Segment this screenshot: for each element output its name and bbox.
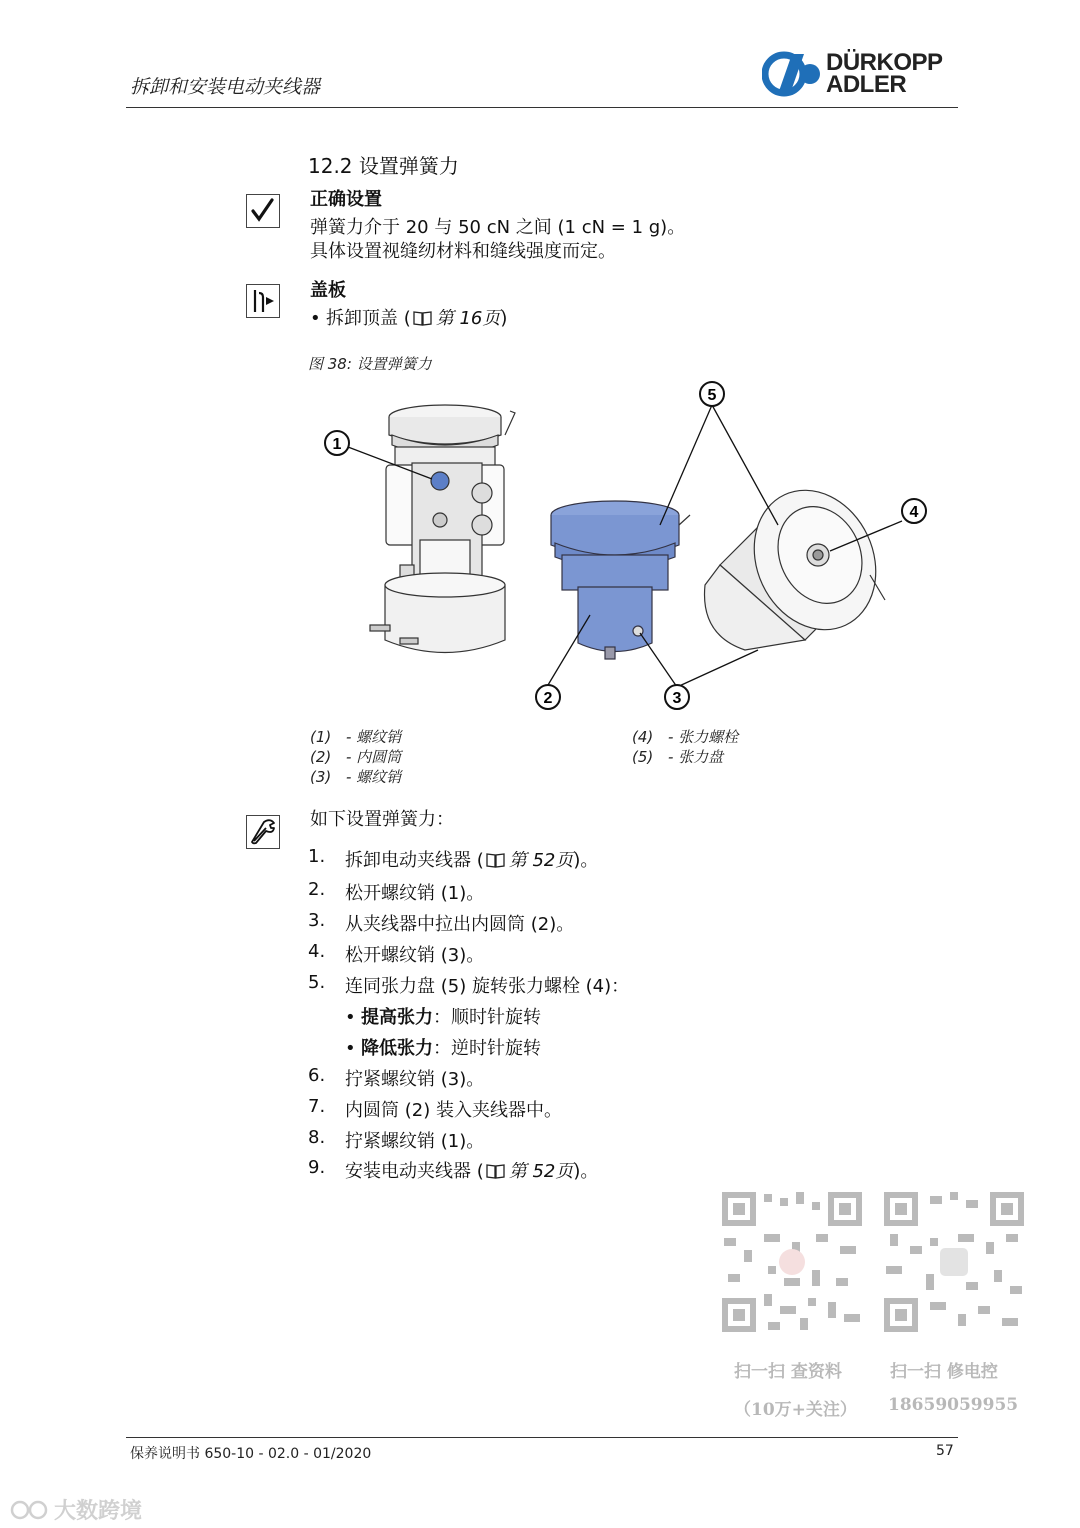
page-number: 57 bbox=[936, 1443, 954, 1459]
legend-item: (4) - 张力螺栓 bbox=[632, 728, 739, 746]
logo-line1: DÜRKOPP bbox=[826, 49, 943, 76]
step-1-page-ref[interactable]: 第 52页 bbox=[508, 850, 574, 871]
correct-setting-heading: 正确设置 bbox=[310, 189, 382, 210]
callout-label-4: 4 bbox=[909, 504, 919, 521]
callout-label-2: 2 bbox=[543, 690, 553, 707]
corner-watermark-text: 大数跨境 bbox=[54, 1499, 143, 1524]
figure-caption: 图 38: 设置弹簧力 bbox=[308, 355, 432, 373]
logo-line2: ADLER bbox=[826, 71, 907, 98]
section-title: 12.2 设置弹簧力 bbox=[308, 154, 459, 178]
book-icon bbox=[486, 1163, 505, 1184]
brand-logo bbox=[762, 50, 962, 100]
qr-code-icon bbox=[880, 1188, 1028, 1336]
footer-doc-id: 保养说明书 650-10 - 02.0 - 01/2020 bbox=[130, 1446, 372, 1462]
watermark-qr2-line1: 扫一扫 修电控 bbox=[890, 1362, 998, 1382]
book-icon bbox=[413, 309, 432, 333]
header-title: 拆卸和安装电动夹线器 bbox=[130, 76, 321, 98]
cover-bullet: • 拆卸顶盖 ( 第 16页) bbox=[310, 307, 507, 333]
legend-item: (5) - 张力盘 bbox=[632, 748, 724, 766]
thread-tensioner-figure bbox=[300, 375, 960, 720]
correct-setting-line1: 弹簧力介于 20 与 50 cN 之间 (1 cN = 1 g)。 bbox=[310, 217, 686, 238]
callout-3 bbox=[665, 685, 689, 709]
header-divider bbox=[126, 107, 958, 108]
footer-divider bbox=[126, 1437, 958, 1438]
legend-item: (2) - 内圆筒 bbox=[310, 748, 402, 766]
correct-setting-line2: 具体设置视缝纫材料和缝线强度而定。 bbox=[310, 241, 616, 262]
left-tensioner-assembly bbox=[370, 405, 515, 653]
wrench-icon bbox=[246, 815, 280, 849]
callout-2 bbox=[536, 685, 560, 709]
watermark-qr1-line1: 扫一扫 查资料 bbox=[734, 1362, 842, 1382]
cover-plate-icon bbox=[246, 284, 280, 318]
cover-heading: 盖板 bbox=[310, 280, 346, 301]
watermark-qr2-line2: 18659059955 bbox=[888, 1395, 1019, 1415]
callout-1 bbox=[325, 431, 349, 455]
corner-watermark bbox=[10, 1494, 142, 1527]
callout-5 bbox=[700, 382, 724, 406]
procedure-intro: 如下设置弹簧力： bbox=[310, 809, 454, 830]
callout-4 bbox=[902, 499, 926, 523]
cover-bullet-post: ) bbox=[500, 308, 508, 329]
watermark-qr1-line2: （10万+关注） bbox=[734, 1400, 857, 1420]
duerkopp-adler-logo-icon bbox=[762, 50, 824, 98]
callout-label-5: 5 bbox=[707, 387, 717, 404]
qr-code-icon bbox=[718, 1188, 866, 1336]
sub-bullet-increase: • 提高张力：顺时针旋转 bbox=[345, 1007, 541, 1028]
watermark-logo-icon bbox=[10, 1499, 50, 1527]
middle-inner-cylinder-assembly bbox=[551, 501, 690, 659]
step-9-page-ref[interactable]: 第 52页 bbox=[508, 1161, 574, 1182]
checkmark-icon bbox=[246, 194, 280, 228]
callout-label-1: 1 bbox=[332, 436, 342, 453]
book-icon bbox=[486, 852, 505, 873]
right-tension-bolt-assembly bbox=[705, 470, 898, 650]
sub-bullet-decrease: • 降低张力：逆时针旋转 bbox=[345, 1038, 541, 1059]
legend-right bbox=[632, 727, 738, 767]
legend-item: (3) - 螺纹销 bbox=[310, 768, 402, 786]
legend-left bbox=[310, 727, 401, 787]
callout-label-3: 3 bbox=[672, 690, 682, 707]
cover-page-ref[interactable]: 第 16页 bbox=[435, 308, 501, 329]
legend-item: (1) - 螺纹销 bbox=[310, 728, 402, 746]
cover-bullet-pre: 拆卸顶盖 ( bbox=[326, 308, 411, 329]
